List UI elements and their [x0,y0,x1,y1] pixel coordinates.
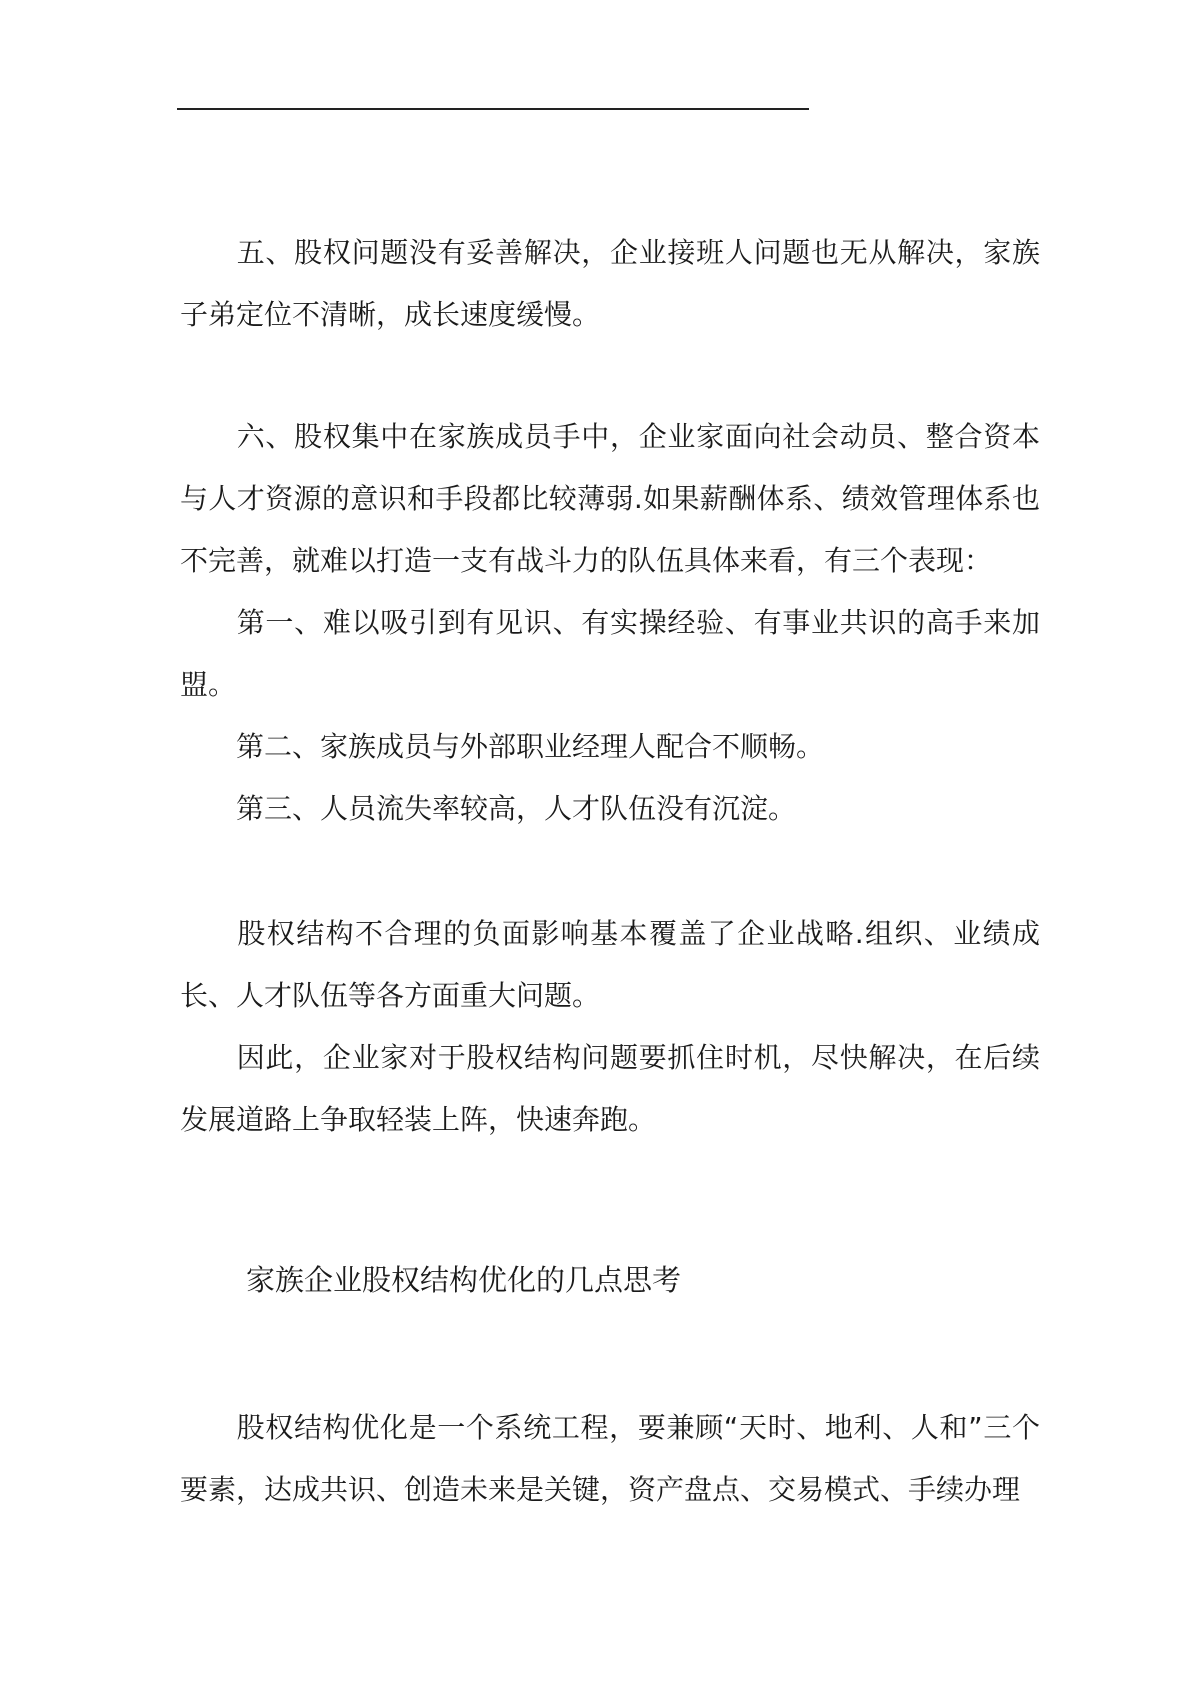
paragraph-first-point [180,592,1040,716]
paragraph-conclusion [180,1027,1040,1151]
paragraph-optimization [180,1397,1040,1521]
paragraph-five [180,222,1040,346]
section-heading: 家族企业股权结构优化的几点思考 [246,1263,682,1297]
paragraph-third-point [180,778,1040,840]
paragraph-text: 股权结构不合理的负面影响基本覆盖了企业战略.组织、业绩成长、人才队伍等各方面重大问题。 [180,917,1040,1012]
paragraph-second-point [180,716,1040,778]
paragraph-summary [180,903,1040,1027]
paragraph-text: 第三、人员流失率较高，人才队伍没有沉淀。 [236,792,797,825]
header-rule [177,108,809,110]
paragraph-text: 第二、家族成员与外部职业经理人配合不顺畅。 [236,730,825,763]
paragraph-text: 第一、难以吸引到有见识、有实操经验、有事业共识的高手来加盟。 [180,606,1040,701]
paragraph-text: 六、股权集中在家族成员手中，企业家面向社会动员、整合资本与人才资源的意识和手段都比较薄弱.如果薪酬体系、绩效管理体系也不完善，就难以打造一支有战斗力的队伍具体来看，有三个表现： [180,420,1040,577]
paragraph-text: 五、股权问题没有妥善解决，企业接班人问题也无从解决，家族子弟定位不清晰，成长速度缓慢。 [180,236,1040,331]
paragraph-six [180,406,1040,592]
paragraph-text: 因此，企业家对于股权结构问题要抓住时机，尽快解决，在后续发展道路上争取轻装上阵，快速奔跑。 [180,1041,1040,1136]
paragraph-text: 股权结构优化是一个系统工程，要兼顾“天时、地利、人和”三个要素，达成共识、创造未来是关键，资产盘点、交易模式、手续办理 [180,1411,1040,1506]
